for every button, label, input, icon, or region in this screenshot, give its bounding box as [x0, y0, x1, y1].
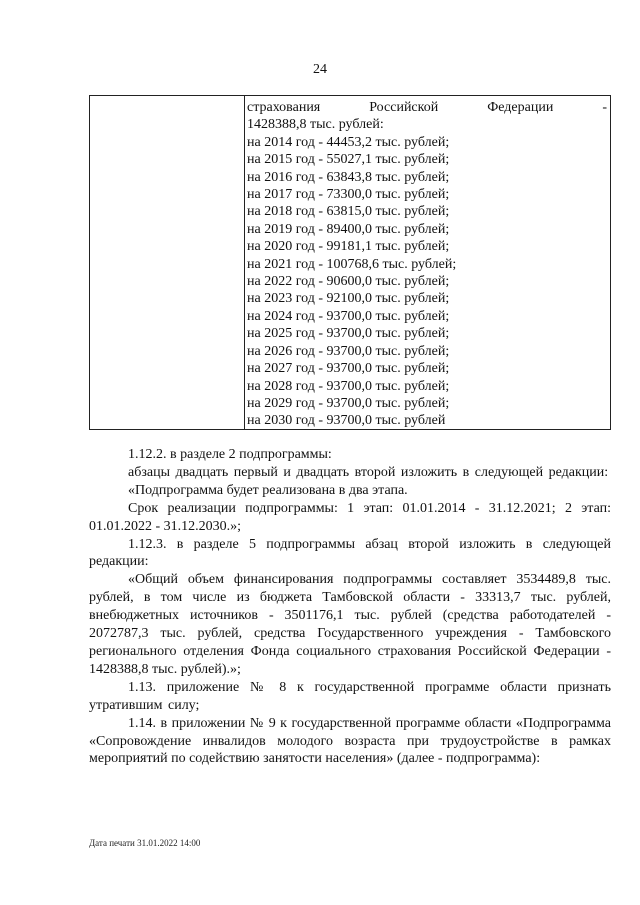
table-first-line-word: Российской: [369, 100, 439, 115]
paragraph: «Подпрограмма будет реализована в два этапа.: [128, 482, 408, 498]
table-line: на 2019 год - 89400,0 тыс. рублей;: [247, 221, 450, 237]
print-date: Дата печати 31.01.2022 14:00: [89, 838, 201, 848]
table-line: на 2022 год - 90600,0 тыс. рублей;: [247, 274, 450, 290]
paragraph: «Общий объем финансирования подпрограммы составляет 3534489,8 тыс. рублей, в том числе из бюджета Тамбовской области - 33313,7 тыс. рублей, внебюджетных источников - 3501176,1 тыс. рублей (средства работодателей - 2072787,3 тыс. рублей, средства Государственного учреждения - Тамбовского регионального отделения Фонда социального страхования Российской Федерации - 1428388,8 тыс. рублей).»;: [89, 572, 611, 677]
table-line: на 2016 год - 63843,8 тыс. рублей;: [247, 169, 450, 185]
table-first-line-word: страхования: [247, 100, 321, 115]
table-line: на 2025 год - 93700,0 тыс. рублей;: [247, 326, 450, 342]
document-body: [89, 446, 611, 768]
table-column-divider: [244, 95, 245, 430]
paragraph: Срок реализации подпрограммы: 1 этап: 01.01.2014 - 31.12.2021; 2 этап: 01.01.2022 - 31.12.2030.»;: [89, 500, 611, 534]
table-line: на 2029 год - 93700,0 тыс. рублей;: [247, 395, 450, 411]
table-line: на 2018 год - 63815,0 тыс. рублей;: [247, 204, 450, 220]
table-line: на 2021 год - 100768,6 тыс. рублей;: [247, 256, 457, 272]
paragraph: 1.14. в приложении № 9 к государственной программе области «Подпрограмма «Сопровождение инвалидов молодого возраста при трудоустройстве в рамках мероприятий по содействию занятости населения» (далее - подпрограмма):: [89, 715, 611, 767]
table-line: на 2026 год - 93700,0 тыс. рублей;: [247, 343, 450, 359]
paragraph: абзацы двадцать первый и двадцать второй изложить в следующей редакции:: [128, 464, 609, 480]
table-first-line-word: Федерации: [487, 100, 554, 115]
table-line: на 2027 год - 93700,0 тыс. рублей;: [247, 361, 450, 377]
table-line: на 2030 год - 93700,0 тыс. рублей: [247, 413, 446, 429]
table-first-line-word: -: [602, 100, 607, 115]
paragraph: 1.12.2. в разделе 2 подпрограммы:: [128, 447, 332, 462]
table-line: на 2023 год - 92100,0 тыс. рублей;: [247, 291, 450, 307]
table-cell-content: [247, 99, 607, 430]
table-line: на 2020 год - 99181,1 тыс. рублей;: [247, 239, 450, 255]
table-line: на 2017 год - 73300,0 тыс. рублей;: [247, 187, 450, 203]
paragraph: 1.13. приложение № 8 к государственной программе области признать утратившим силу;: [89, 679, 611, 713]
table-line: на 2014 год - 44453,2 тыс. рублей;: [247, 134, 450, 150]
table-line: 1428388,8 тыс. рублей:: [247, 117, 384, 133]
table-line: на 2015 год - 55027,1 тыс. рублей;: [247, 152, 450, 168]
page-number: 24: [313, 62, 327, 77]
paragraph: 1.12.3. в разделе 5 подпрограммы абзац второй изложить в следующей редакции:: [89, 536, 611, 570]
table-first-line: [247, 99, 607, 116]
table-line: на 2028 год - 93700,0 тыс. рублей;: [247, 378, 450, 394]
table-line: на 2024 год - 93700,0 тыс. рублей;: [247, 308, 450, 324]
